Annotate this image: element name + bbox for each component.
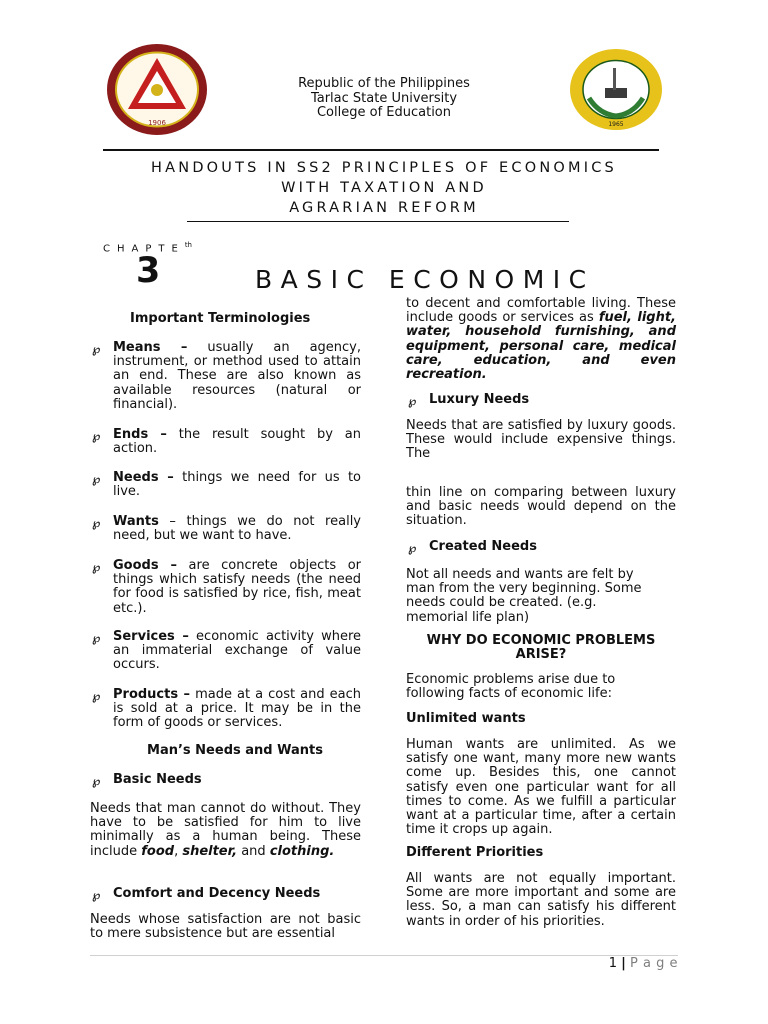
- comfort-needs-heading: Comfort and Decency Needs: [113, 886, 321, 901]
- term-definition: are concrete objects or things which satisfy needs (the need for food is satisfied by rice, fish, meat etc.).: [113, 558, 361, 616]
- page-number: 1: [608, 956, 618, 971]
- mans-needs-heading: Man’s Needs and Wants: [147, 743, 323, 758]
- chapter-number: 3: [136, 251, 161, 291]
- term-definition: made at a cost and each is sold at a price. It may be in the form of goods or services.: [113, 687, 361, 731]
- luxury-needs-heading: Luxury Needs: [429, 392, 530, 407]
- svg-text:1965: 1965: [608, 121, 624, 128]
- bullet-icon: ℘: [408, 541, 417, 555]
- important-terminologies-heading: Important Terminologies: [130, 311, 311, 326]
- term-definition: economic activity where an immaterial exchange of value occurs.: [113, 629, 361, 673]
- term-label: Services –: [113, 629, 189, 644]
- term-label: Products –: [113, 687, 191, 702]
- term-label: Means –: [113, 340, 188, 355]
- term-definition: usually an agency, instrument, or method used to attain an end. These are also known as available resources (natural or financial).: [113, 340, 362, 412]
- luxury-needs-text-2: thin line on comparing between luxury and basic needs would depend on the situation.: [406, 485, 676, 529]
- term-definition: – things we do not really need, but we want to have.: [113, 514, 361, 544]
- chapter-word: CHAPTE: [103, 243, 185, 255]
- term-definition: the result sought by an action.: [113, 427, 361, 457]
- created-needs-heading: Created Needs: [429, 539, 537, 554]
- header-republic: Republic of the Philippines: [298, 76, 470, 91]
- bullet-icon: ℘: [92, 774, 101, 788]
- basic-needs-text: Needs that man cannot do without. They have to be satisfied for him to live minimally as a human being. These include food, shelter, and clothing.: [90, 801, 361, 859]
- comfort-needs-continued: to decent and comfortable living. These include goods or services as fuel, light, water, household furnishing, and equipment, personal care, medical care, education, and even recreation.: [406, 296, 676, 383]
- header-college: College of Education: [316, 105, 452, 120]
- chapter-superscript: th: [184, 241, 192, 249]
- bullet-icon: ℘: [92, 560, 101, 574]
- bullet-icon: ℘: [92, 342, 101, 356]
- bullet-icon: ℘: [92, 516, 101, 530]
- created-needs-text: Not all needs and wants are felt by man from the very beginning. Some needs could be created. (e.g. memorial life plan): [406, 567, 642, 625]
- bullet-icon: ℘: [92, 631, 101, 645]
- term-label: Ends –: [113, 427, 167, 442]
- bullet-icon: ℘: [92, 888, 101, 902]
- bullet-icon: ℘: [92, 429, 101, 443]
- term-label: Wants: [113, 514, 159, 529]
- comfort-needs-text: Needs whose satisfaction are not basic to mere subsistence but are essential: [90, 912, 361, 942]
- title-line-1: HANDOUTS IN SS2 PRINCIPLES OF ECONOMICS: [151, 160, 617, 176]
- bullet-icon: ℘: [408, 394, 417, 408]
- page-label: P a g e: [630, 956, 678, 971]
- basic-needs-heading: Basic Needs: [113, 772, 202, 787]
- svg-text:1906: 1906: [148, 119, 166, 127]
- header-university: Tarlac State University: [310, 90, 458, 106]
- page-separator: |: [621, 956, 626, 971]
- page-footer: [609, 956, 678, 971]
- chapter-title: BASIC ECONOMIC: [255, 265, 595, 294]
- different-priorities-heading: Different Priorities: [406, 845, 544, 860]
- title-line-2: WITH TAXATION AND: [281, 180, 487, 196]
- different-priorities-text: All wants are not equally important. Some are more important and some are less. So, a man can satisfy his different wants in order of his priorities.: [406, 871, 676, 929]
- term-definition: things we need for us to live.: [113, 470, 361, 500]
- luxury-needs-text: Needs that are satisfied by luxury goods. These would include expensive things. The: [406, 418, 676, 462]
- footer-rule: [90, 955, 678, 956]
- bullet-icon: ℘: [92, 689, 101, 703]
- term-label: Needs –: [113, 470, 174, 485]
- title-line-3: AGRARIAN REFORM: [289, 200, 479, 216]
- unlimited-wants-text: Human wants are unlimited. As we satisfy one want, many more new wants come up. Besides this, one cannot satisfy even one particular want for all times to come. As we fulfill a particular want at a particular time, after a certain time it crops up again.: [406, 737, 676, 838]
- unlimited-wants-heading: Unlimited wants: [406, 711, 526, 726]
- why-problems-heading: WHY DO ECONOMIC PROBLEMS ARISE?: [426, 633, 656, 663]
- bullet-icon: ℘: [92, 472, 101, 486]
- term-label: Goods –: [113, 558, 178, 573]
- why-problems-text: Economic problems arise due to following facts of economic life:: [406, 672, 616, 702]
